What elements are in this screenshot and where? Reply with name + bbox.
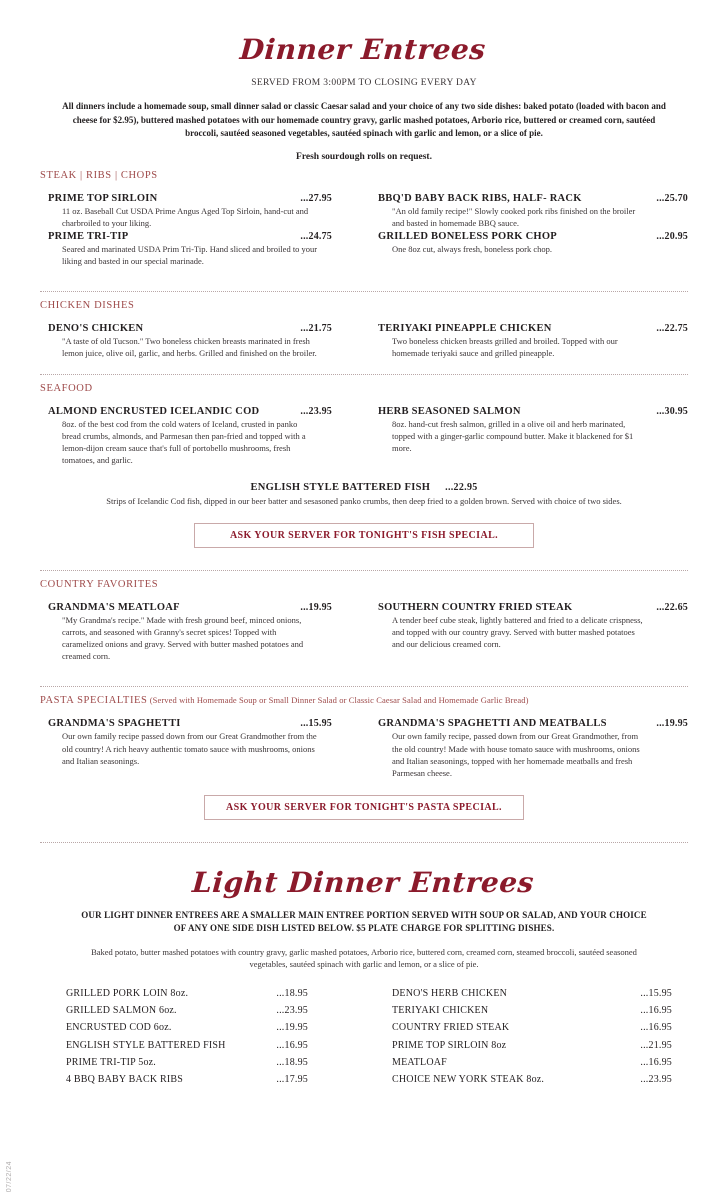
item-name: 4 BBQ BABY BACK RIBS (66, 1074, 183, 1086)
light-column-right (364, 984, 696, 1088)
served-hours-line: SERVED FROM 3:00PM TO CLOSING EVERY DAY (251, 78, 477, 88)
item-name: ENGLISH STYLE BATTERED FISH (66, 1039, 226, 1051)
light-entrees-list (32, 984, 696, 1088)
light-column-left (32, 984, 364, 1088)
seafood-column-right (364, 406, 696, 468)
intro-paragraph: All dinners include a homemade soup, small dinner salad or classic Caesar salad and your choice of any two side dishes: baked potato (loaded with bacon and cheese for $2.95), buttered mashed potatoes with our homemade country gravy, garlic mashed potatoes, Arborio rice, buttered or creamed corn, sautéed broccoli, sautéed seasoned vegetables, sautéed spinach with garlic and lemon, or a slice of pie. (62, 101, 666, 138)
revision-date: 07/22/24 (6, 1160, 13, 1192)
section-steak-items (32, 193, 696, 269)
item-price: ...21.95 (640, 1039, 672, 1051)
light-list-item (32, 984, 364, 1001)
item-description: "My Grandma's recipe." Made with fresh ground beef, minced onions, carrots, and seasoned with Granny's secret spices! Topped with caramelized onions and gravy. Served with butter mashed potatoes and creamed corn. (62, 615, 304, 662)
section-divider (40, 374, 688, 375)
section-seafood-items (32, 406, 696, 468)
section-divider (40, 291, 688, 292)
item-name: TERIYAKI CHICKEN (392, 1004, 489, 1016)
item-price: ...16.95 (640, 1057, 672, 1068)
item-description: Two boneless chicken breasts grilled and broiled. Topped with our homemade teriyaki sauce and grilled pineapple. (392, 335, 618, 358)
light-list-item (378, 1019, 696, 1036)
steak-column-left (32, 193, 364, 269)
section-heading-country: COUNTRY FAVORITES (40, 579, 159, 591)
item-price: ...18.95 (276, 1057, 308, 1068)
item-price: ...22.95 (445, 482, 478, 494)
featured-menu-item (32, 482, 696, 507)
item-description: Our own family recipe passed down from our Great Grandmother from the old country! A rich heavy authentic tomato sauce with mushrooms, onions and Italian seasonings. (62, 731, 317, 766)
section-divider (40, 570, 688, 571)
item-name: ENCRUSTED COD 6oz. (66, 1022, 172, 1034)
item-price: ...30.95 (656, 405, 688, 417)
item-name: GRILLED PORK LOIN 8oz. (66, 987, 189, 999)
item-price: ...17.95 (276, 1074, 308, 1086)
section-pasta-items (32, 718, 696, 780)
item-price: ...19.95 (300, 602, 332, 614)
steak-column-right (364, 193, 696, 269)
light-list-item (378, 1071, 696, 1088)
pasta-column-left (32, 718, 364, 780)
section-heading-seafood: SEAFOOD (40, 382, 93, 394)
item-name: SOUTHERN COUNTRY FRIED STEAK (378, 602, 573, 614)
item-name: MEATLOAF (392, 1057, 447, 1068)
chicken-column-left (32, 323, 364, 361)
item-price: ...15.95 (640, 987, 672, 999)
item-name: GRILLED BONELESS PORK CHOP (378, 230, 557, 242)
section-chicken-items (32, 323, 696, 361)
item-price: ...16.95 (640, 1022, 672, 1034)
item-price: ...19.95 (276, 1022, 308, 1034)
item-price: ...16.95 (276, 1039, 308, 1051)
item-price: ...24.75 (300, 230, 332, 242)
item-description: "A taste of old Tucson." Two boneless chicken breasts marinated in fresh lemon juice, olive oil, garlic, and herbs. Grilled and finished on the broiler. (62, 335, 317, 358)
item-name: HERB SEASONED SALMON (378, 405, 521, 417)
item-price: ...21.75 (300, 322, 332, 334)
seafood-column-left (32, 406, 364, 468)
page-title: Dinner Entrees (238, 33, 487, 66)
item-name: ALMOND ENCRUSTED ICELANDIC COD (48, 405, 260, 417)
menu-item (378, 406, 696, 454)
item-name: COUNTRY FRIED STEAK (392, 1022, 510, 1034)
item-name: PRIME TRI-TIP 5oz. (66, 1057, 156, 1068)
item-name: GRANDMA'S SPAGHETTI AND MEATBALLS (378, 718, 607, 730)
section-country-items (32, 602, 696, 664)
menu-item (378, 718, 696, 778)
item-price: ...18.95 (276, 987, 308, 999)
light-list-item (378, 1002, 696, 1019)
item-price: ...15.95 (300, 718, 332, 730)
menu-item (378, 602, 696, 650)
section-heading-pasta-label: PASTA SPECIALTIES (40, 695, 148, 707)
section-divider (40, 686, 688, 687)
menu-item (378, 193, 696, 229)
item-name: TERIYAKI PINEAPPLE CHICKEN (378, 322, 552, 334)
item-description: Strips of Icelandic Cod fish, dipped in our beer batter and sesasoned panko crumbs, then deep fried to a golden brown. Served with choice of two sides. (106, 496, 622, 507)
item-price: ...23.95 (276, 1004, 308, 1016)
section-heading-pasta (40, 695, 696, 706)
light-list-item (378, 1036, 696, 1053)
rolls-note: Fresh sourdough rolls on request. (296, 151, 432, 162)
country-column-right (364, 602, 696, 664)
pasta-column-right (364, 718, 696, 780)
item-description: 11 oz. Baseball Cut USDA Prime Angus Aged Top Sirloin, hand-cut and charbroiled to your liking. (62, 205, 309, 228)
item-name: GRILLED SALMON 6oz. (66, 1004, 177, 1016)
light-list-item (378, 984, 696, 1001)
item-description: 8oz. hand-cut fresh salmon, grilled in a olive oil and herb marinated, topped with a ginger-garlic compound butter. Make it blackened for $1 more. (392, 418, 634, 453)
menu-item (32, 406, 358, 466)
item-name: PRIME TRI-TIP (48, 230, 129, 242)
item-price: ...25.70 (656, 192, 688, 204)
light-list-item (32, 1002, 364, 1019)
light-list-item (32, 1019, 364, 1036)
item-description: A tender beef cube steak, lightly battered and fried to a delicate crispness, and topped with our country gravy. Served with butter mashed potatoes and our delicious creamed corn. (392, 615, 643, 650)
section-heading-pasta-note: (Served with Homemade Soup or Small Dinner Salad or Classic Caesar Salad and Homemade Garlic Bread) (147, 695, 529, 706)
item-name: DENO'S CHICKEN (48, 322, 144, 334)
item-description: One 8oz cut, always fresh, boneless pork chop. (392, 243, 553, 254)
light-list-item (32, 1054, 364, 1071)
light-entrees-lead: OUR LIGHT DINNER ENTREES ARE A SMALLER MAIN ENTREE PORTION SERVED WITH SOUP OR SALAD, AND YOUR CHOICE OF ANY ONE SIDE DISH LISTED BELOW. $5 PLATE CHARGE FOR SPLITTING DISHES. (81, 909, 647, 934)
light-list-item (32, 1036, 364, 1053)
item-name: GRANDMA'S SPAGHETTI (48, 718, 181, 730)
light-list-item (32, 1071, 364, 1088)
menu-item (32, 602, 358, 662)
pasta-special-callout[interactable]: ASK YOUR SERVER FOR TONIGHT'S PASTA SPECIAL. (204, 795, 524, 820)
menu-item (378, 323, 696, 359)
item-name: PRIME TOP SIRLOIN 8oz (392, 1039, 507, 1051)
menu-item (32, 718, 358, 766)
item-price: ...23.95 (640, 1074, 672, 1086)
item-price: ...19.95 (656, 718, 688, 730)
item-price: ...23.95 (300, 405, 332, 417)
item-name: ENGLISH STYLE BATTERED FISH (250, 482, 431, 494)
item-name: DENO'S HERB CHICKEN (392, 987, 508, 999)
item-name: PRIME TOP SIRLOIN (48, 192, 158, 204)
light-entrees-title: Light Dinner Entrees (191, 865, 536, 899)
item-name: CHOICE NEW YORK STEAK 8oz. (392, 1074, 545, 1086)
item-name: GRANDMA'S MEATLOAF (48, 602, 180, 614)
menu-item (32, 193, 358, 229)
item-price: ...22.75 (656, 322, 688, 334)
section-heading-chicken: CHICKEN DISHES (40, 299, 135, 311)
item-price: ...22.65 (656, 602, 688, 614)
menu-item (32, 231, 358, 267)
item-description: Our own family recipe, passed down from our Great Grandmother, from the old country! Made with house tomato sauce with mushrooms, onions and Italian seasonings, topped with her homemade meatballs and fresh Parmesan cheese. (392, 731, 640, 778)
item-description: Seared and marinated USDA Prim Tri-Tip. Hand sliced and broiled to your liking and basted in our special marinade. (62, 243, 318, 266)
menu-item (378, 231, 696, 255)
item-price: ...27.95 (300, 192, 332, 204)
item-description: 8oz. of the best cod from the cold waters of Iceland, crusted in panko bread crumbs, almonds, and Parmesan then pan-fried and topped with a lemon-dijon cream sauce that's full of portobello mushrooms, fresh tomatoes, and garlic. (62, 418, 306, 466)
item-description: "An old family recipe!" Slowly cooked pork ribs finished on the broiler and basted in homemade BBQ sauce. (392, 205, 636, 228)
country-column-left (32, 602, 364, 664)
light-list-item (378, 1054, 696, 1071)
item-price: ...20.95 (656, 230, 688, 242)
light-entrees-sides: Baked potato, butter mashed potatoes with country gravy, garlic mashed potatoes, Arborio rice, buttered corn, creamed corn, steamed broccoli, sautéed seasoned vegetables, sautéed spinach with garlic and lemon, or a slice of pie. (91, 946, 637, 969)
menu-item (32, 323, 358, 359)
fish-special-callout[interactable]: ASK YOUR SERVER FOR TONIGHT'S FISH SPECIAL. (194, 523, 534, 548)
section-heading-steak: STEAK | RIBS | CHOPS (40, 169, 158, 181)
chicken-column-right (364, 323, 696, 361)
item-price: ...16.95 (640, 1004, 672, 1016)
item-name: BBQ'D BABY BACK RIBS, HALF- RACK (378, 192, 582, 204)
